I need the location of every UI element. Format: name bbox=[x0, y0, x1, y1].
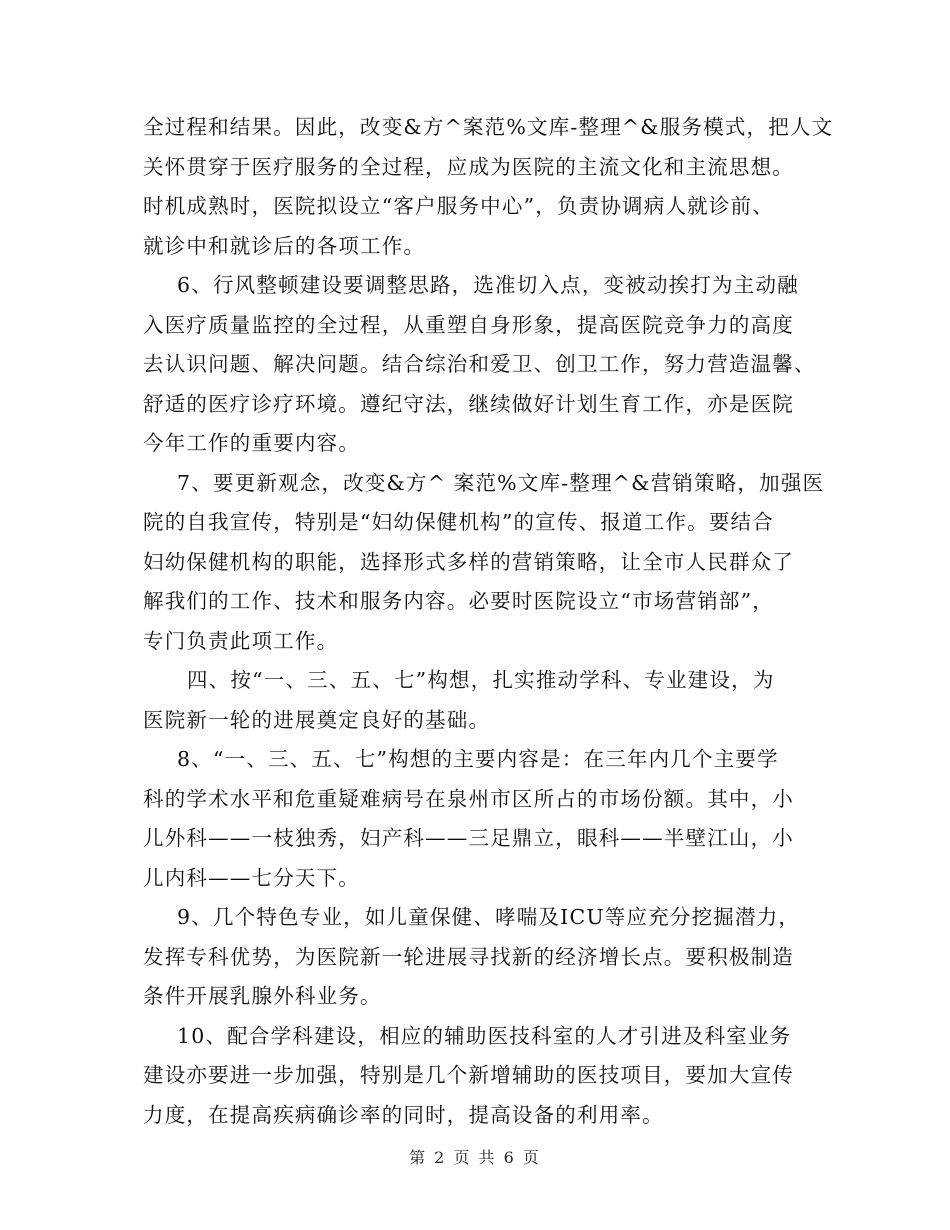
text-line: 入医疗质量监控的全过程，从重塑自身形象，提高医院竞争力的高度 bbox=[143, 312, 794, 337]
text-line: 儿内科——七分天下。 bbox=[143, 865, 360, 890]
text-line: 10、配合学科建设，相应的辅助医技科室的人才引进及科室业务 bbox=[177, 1023, 792, 1048]
text-line: 发挥专科优势，为医院新一轮进展寻找新的经济增长点。要积极制造 bbox=[143, 944, 794, 969]
text-line: 就诊中和就诊后的各项工作。 bbox=[143, 233, 426, 258]
document-body bbox=[143, 108, 834, 1135]
text-line: 院的自我宣传，特别是“妇幼保健机构”的宣传、报道工作。要结合 bbox=[143, 510, 774, 534]
text-line: 关怀贯穿于医疗服务的全过程，应成为医院的主流文化和主流思想。 bbox=[143, 154, 794, 179]
text-line: 解我们的工作、技术和服务内容。必要时医院设立“市场营销部”， bbox=[143, 589, 774, 613]
paragraph bbox=[143, 740, 813, 898]
paragraph bbox=[143, 464, 825, 662]
text-line: 8、“一、三、五、七”构想的主要内容是：在三年内几个主要学 bbox=[177, 747, 779, 771]
text-line: 今年工作的重要内容。 bbox=[143, 431, 360, 455]
text-line: 妇幼保健机构的职能，选择形式多样的营销策略，让全市人民群众了 bbox=[143, 549, 794, 574]
text-line: 7、要更新观念，改变&方^ 案范%文库-整理^&营销策略，加强医 bbox=[177, 470, 825, 495]
text-line: 专门负责此项工作。 bbox=[143, 628, 339, 653]
paragraph bbox=[143, 661, 813, 740]
text-line: 儿外科——一枝独秀，妇产科——三足鼎立，眼科——半壁江山，小 bbox=[143, 826, 794, 850]
text-line: 科的学术水平和危重疑难病号在泉州市区所占的市场份额。其中，小 bbox=[143, 786, 794, 811]
paragraph bbox=[143, 266, 816, 464]
text-line: 时机成熟时，医院拟设立“客户服务中心”，负责协调病人就诊前、 bbox=[143, 194, 774, 218]
text-line: 全过程和结果。因此，改变&方^案范%文库-整理^&服务模式，把人文 bbox=[143, 115, 834, 139]
page-number-footer: 第 2 页 共 6 页 bbox=[409, 1148, 541, 1167]
text-line: 力度，在提高疾病确诊率的同时，提高设备的利用率。 bbox=[143, 1102, 664, 1127]
paragraph bbox=[143, 1017, 813, 1136]
text-line: 6、行风整顿建设要调整思路，选准切入点，变被动挨打为主动融 bbox=[177, 273, 799, 297]
text-line: 四、按“一、三、五、七”构想，扎实推动学科、专业建设，为 bbox=[187, 668, 775, 692]
text-line: 条件开展乳腺外科业务。 bbox=[143, 984, 382, 1008]
text-line: 医院新一轮的进展奠定良好的基础。 bbox=[143, 707, 491, 732]
text-line: 9、几个特色专业，如儿童保健、哮喘及ICU等应充分挖掘潜力， bbox=[177, 905, 801, 929]
text-line: 建设亦要进一步加强，特别是几个新增辅助的医技项目，要加大宣传 bbox=[143, 1063, 794, 1087]
paragraph bbox=[143, 108, 834, 266]
text-line: 舒适的医疗诊疗环境。遵纪守法，继续做好计划生育工作，亦是医院 bbox=[143, 391, 794, 416]
paragraph bbox=[143, 898, 813, 1017]
text-line: 去认识问题、解决问题。结合综治和爱卫、创卫工作，努力营造温馨、 bbox=[143, 352, 816, 376]
